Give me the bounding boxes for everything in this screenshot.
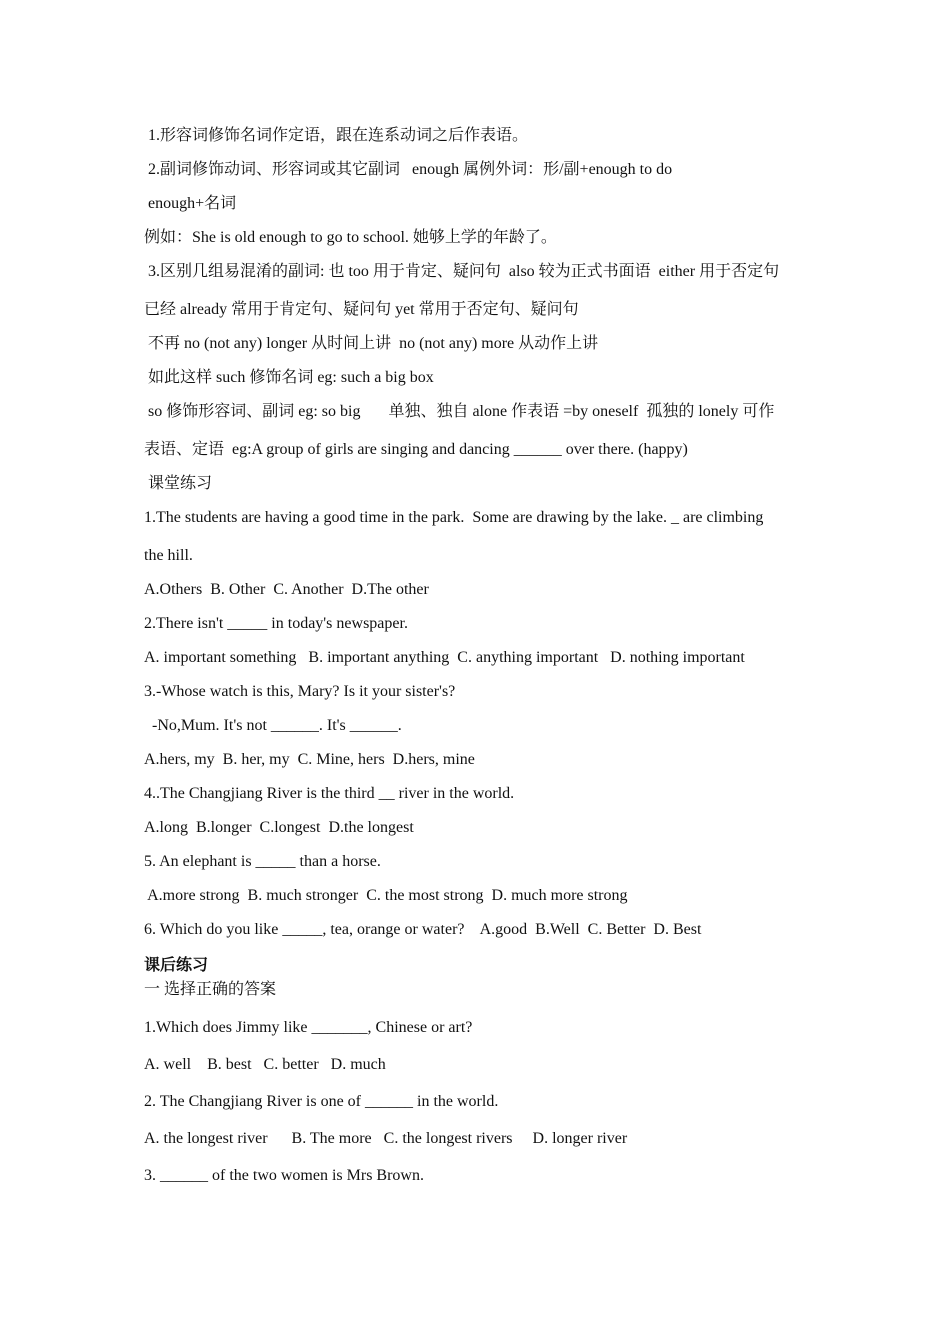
note-adverb-usage: 2.副词修饰动词、形容词或其它副词 enough 属例外词：形/副+enough to do: [144, 161, 673, 178]
note-lonely-example: 表语、定语 eg:A group of girls are singing and dancing ______ over there. (happy): [144, 441, 688, 458]
class-question-1-options: A.Others B. Other C. Another D.The other: [144, 581, 429, 598]
note-already-yet: 已经 already 常用于肯定句、疑问句 yet 常用于否定句、疑问句: [144, 301, 579, 318]
homework-question-3: 3. ______ of the two women is Mrs Brown.: [144, 1167, 424, 1184]
class-question-3: 3.-Whose watch is this, Mary? Is it your sister's?: [144, 683, 456, 700]
homework-question-1: 1.Which does Jimmy like _______, Chinese or art?: [144, 1019, 473, 1036]
note-so-alone-lonely: so 修饰形容词、副词 eg: so big 单独、独自 alone 作表语 =by oneself 孤独的 lonely 可作: [144, 403, 775, 420]
note-confusing-adverbs: 3.区别几组易混淆的副词: 也 too 用于肯定、疑问句 also 较为正式书面语 either 用于否定句: [144, 263, 780, 280]
class-question-5-options: A.more strong B. much stronger C. the most strong D. much more strong: [144, 887, 628, 904]
class-question-4: 4..The Changjiang River is the third __ river in the world.: [144, 785, 515, 802]
homework-question-1-options: A. well B. best C. better D. much: [144, 1056, 386, 1073]
note-adjective-usage: 1.形容词修饰名词作定语，跟在连系动词之后作表语。: [144, 127, 529, 144]
homework-heading: 课后练习: [144, 957, 209, 974]
class-question-3-reply: -No,Mum. It's not ______. It's ______.: [144, 717, 402, 734]
class-question-1-cont: the hill.: [144, 547, 193, 564]
class-question-3-options: A.hers, my B. her, my C. Mine, hers D.hers, mine: [144, 751, 475, 768]
class-practice-heading: 课堂练习: [144, 475, 213, 492]
homework-question-2-options: A. the longest river B. The more C. the longest rivers D. longer river: [144, 1130, 628, 1147]
homework-question-2: 2. The Changjiang River is one of ______ in the world.: [144, 1093, 499, 1110]
class-question-6: 6. Which do you like _____, tea, orange or water? A.good B.Well C. Better D. Best: [144, 921, 702, 938]
class-question-2: 2.There isn't _____ in today's newspaper.: [144, 615, 408, 632]
class-question-5: 5. An elephant is _____ than a horse.: [144, 853, 381, 870]
class-question-2-options: A. important something B. important anything C. anything important D. nothing important: [144, 649, 745, 666]
class-question-4-options: A.long B.longer C.longest D.the longest: [144, 819, 414, 836]
note-such: 如此这样 such 修饰名词 eg: such a big box: [144, 369, 434, 386]
class-question-1: 1.The students are having a good time in the park. Some are drawing by the lake. _ are climbing: [144, 509, 764, 526]
note-no-longer-more: 不再 no (not any) longer 从时间上讲 no (not any) more 从动作上讲: [144, 335, 599, 352]
note-enough-noun: enough+名词: [144, 195, 237, 212]
homework-section-title: 一 选择正确的答案: [144, 981, 277, 998]
note-enough-example: 例如：She is old enough to go to school. 她够上学的年龄了。: [144, 229, 557, 246]
